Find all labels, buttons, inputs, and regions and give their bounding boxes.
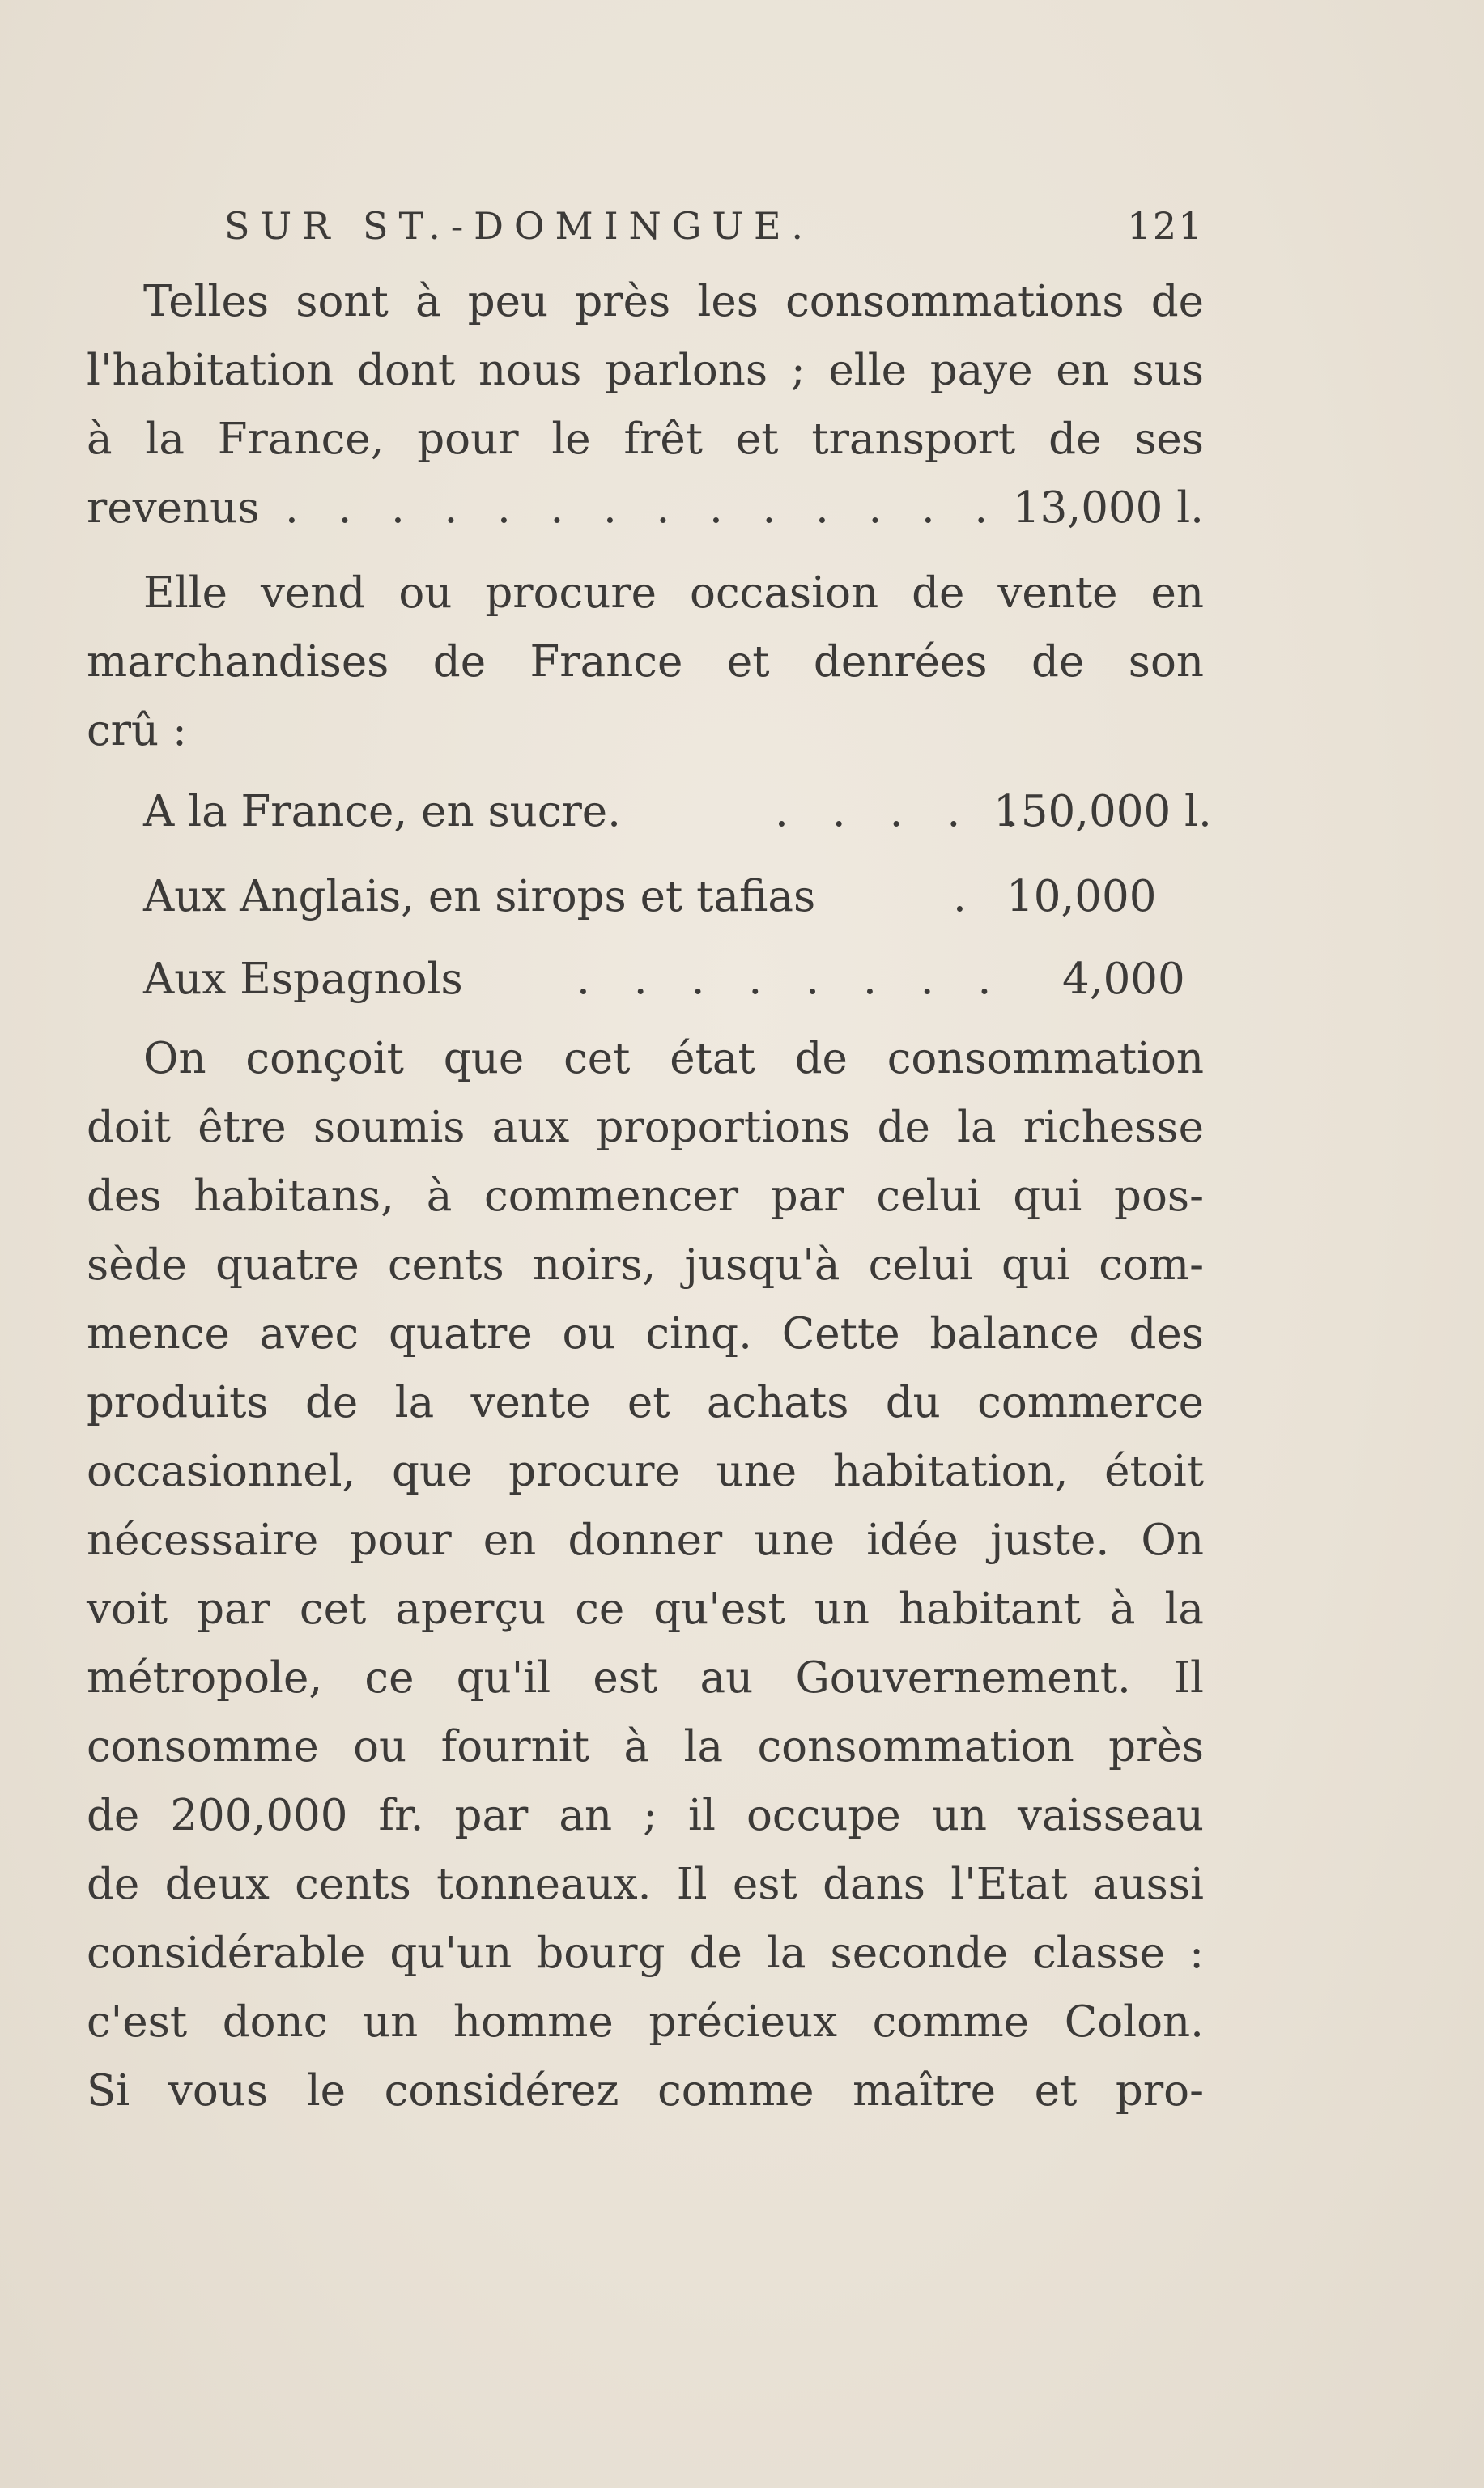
running-title: SUR ST.-DOMINGUE. bbox=[224, 204, 814, 248]
text-line: doit être soumis aux proportions de la richesse bbox=[87, 1103, 1204, 1152]
ledger-amount: 4,000 bbox=[1062, 955, 1185, 1004]
ledger-leader: . . . . . bbox=[775, 787, 1033, 836]
text-line: de 200,000 fr. par an ; il occupe un vaisseau bbox=[87, 1791, 1204, 1840]
text-line: l'habitation dont nous parlons ; elle paye en sus bbox=[87, 346, 1204, 395]
text-line: métropole, ce qu'il est au Gouvernement. Il bbox=[87, 1653, 1204, 1703]
text-line: occasionnel, que procure une habitation, étoit bbox=[87, 1447, 1204, 1496]
text-line: des habitans, à commencer par celui qui pos- bbox=[87, 1172, 1204, 1221]
text-line: produits de la vente et achats du commerce bbox=[87, 1378, 1204, 1427]
text-line: à la France, pour le frêt et transport de ses bbox=[87, 415, 1204, 464]
ledger-amount: 10,000 bbox=[1006, 872, 1157, 921]
ledger-label: Aux Anglais, en sirops et tafias bbox=[143, 872, 816, 921]
text-line: mence avec quatre ou cinq. Cette balance des bbox=[87, 1309, 1204, 1359]
text-line: marchandises de France et denrées de son bbox=[87, 637, 1204, 687]
revenus-label: revenus bbox=[87, 483, 260, 533]
ledger-entry bbox=[143, 780, 1212, 844]
ledger-leader: . . . . . . . . bbox=[576, 955, 1006, 1004]
text-line: crû : bbox=[87, 706, 187, 755]
text-line: de deux cents tonneaux. Il est dans l'Etat aussi bbox=[87, 1860, 1204, 1909]
text-line: Elle vend ou procure occasion de vente en bbox=[143, 568, 1204, 618]
ledger-leader: . bbox=[953, 872, 982, 921]
text-line: considérable qu'un bourg de la seconde classe : bbox=[87, 1929, 1204, 1978]
page-number: 121 bbox=[1127, 204, 1204, 248]
revenus-leader: . . . . . . . . . . . . . . bbox=[285, 483, 1001, 533]
revenus-line bbox=[87, 476, 1204, 541]
ledger-label: Aux Espagnols bbox=[143, 955, 463, 1004]
text-line: consomme ou fournit à la consommation près bbox=[87, 1722, 1204, 1771]
running-head bbox=[87, 204, 1204, 253]
text-line: sède quatre cents noirs, jusqu'à celui qui com- bbox=[87, 1240, 1204, 1290]
revenus-amount: 13,000 l. bbox=[1012, 483, 1204, 533]
ledger-amount: 150,000 l. bbox=[993, 787, 1212, 836]
ledger-label: A la France, en sucre. bbox=[143, 787, 622, 836]
ledger-entry bbox=[143, 947, 1204, 1012]
text-line: Si vous le considérez comme maître et pro- bbox=[87, 2066, 1204, 2116]
ledger-entry bbox=[143, 865, 1204, 929]
text-line: On conçoit que cet état de consommation bbox=[143, 1034, 1204, 1083]
text-line: c'est donc un homme précieux comme Colon. bbox=[87, 1997, 1204, 2047]
text-line: nécessaire pour en donner une idée juste. On bbox=[87, 1516, 1204, 1565]
text-line: Telles sont à peu près les consommations de bbox=[143, 277, 1204, 326]
text-line: voit par cet aperçu ce qu'est un habitant à la bbox=[87, 1584, 1204, 1634]
